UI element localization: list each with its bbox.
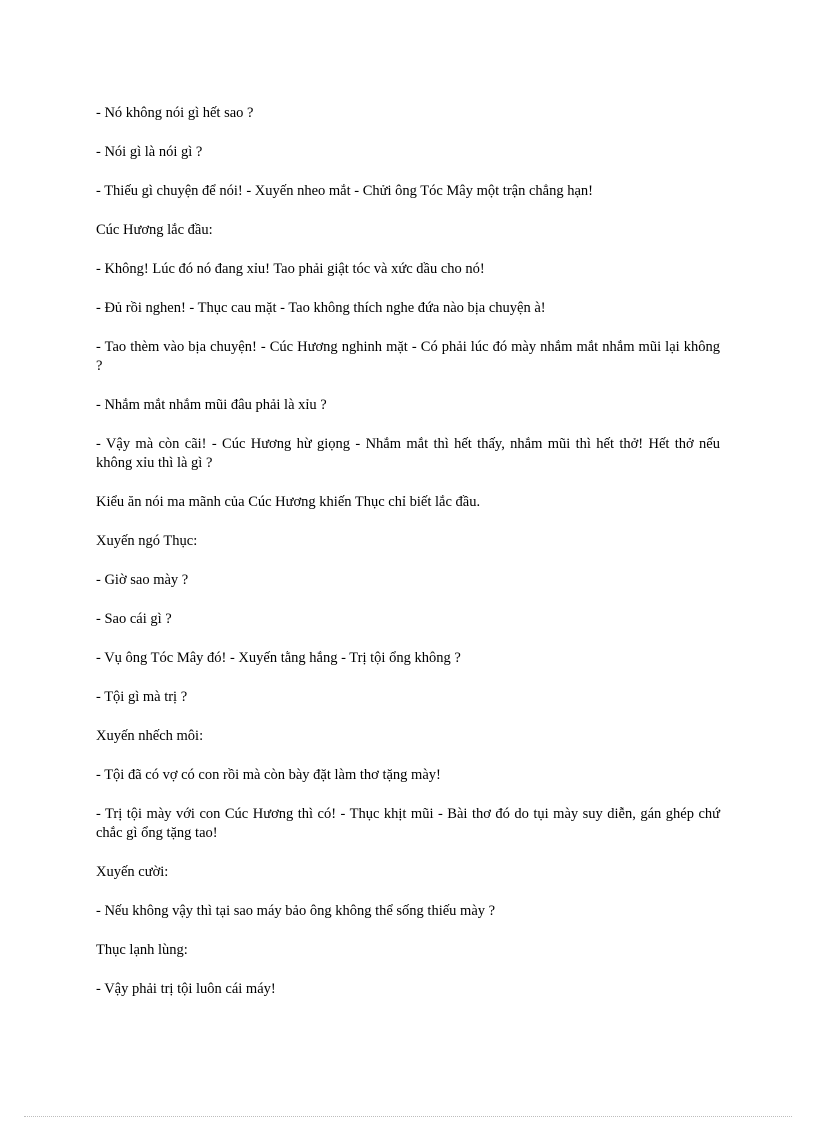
paragraph: - Vụ ông Tóc Mây đó! - Xuyến tằng hắng - Trị tội ổng không ?	[96, 650, 461, 666]
paragraph: Xuyến nhếch môi:	[96, 728, 204, 744]
paragraph: Thục lạnh lùng:	[96, 942, 188, 958]
paragraph: - Tội đã có vợ có con rồi mà còn bày đặt làm thơ tặng mày!	[96, 767, 441, 783]
paragraph: - Nó không nói gì hết sao ?	[96, 105, 254, 121]
paragraph: - Trị tội mày với con Cúc Hương thì có! - Thục khịt mũi - Bài thơ đó do tụi mày suy diễn, gán ghép chứ chắc gì ổng tặng tao!	[96, 806, 720, 841]
paragraph: Xuyến cười:	[96, 864, 169, 880]
paragraph: - Tội gì mà trị ?	[96, 689, 188, 705]
paragraph: - Thiếu gì chuyện để nói! - Xuyến nheo mắt - Chửi ông Tóc Mây một trận chẳng hạn!	[96, 183, 593, 199]
paragraph: - Không! Lúc đó nó đang xỉu! Tao phải giật tóc và xức dầu cho nó!	[96, 261, 485, 277]
page-bottom-divider	[24, 1116, 792, 1117]
paragraph: - Đủ rồi nghen! - Thục cau mặt - Tao không thích nghe đứa nào bịa chuyện à!	[96, 300, 546, 316]
paragraph: Cúc Hương lắc đầu:	[96, 222, 213, 238]
paragraph: - Tao thèm vào bịa chuyện! - Cúc Hương nghinh mặt - Có phải lúc đó mày nhắm mắt nhắm mũi lại không ?	[96, 339, 720, 374]
paragraph: - Sao cái gì ?	[96, 611, 172, 627]
paragraph: - Vậy phải trị tội luôn cái máy!	[96, 981, 276, 997]
paragraph: - Vậy mà còn cãi! - Cúc Hương hừ giọng - Nhắm mắt thì hết thấy, nhắm mũi thì hết thở! Hết thở nếu không xỉu thì là gì ?	[96, 436, 720, 471]
paragraph: - Nếu không vậy thì tại sao máy bảo ông không thể sống thiếu mày ?	[96, 903, 496, 919]
paragraph: - Nhắm mắt nhắm mũi đâu phải là xỉu ?	[96, 397, 327, 413]
paragraph: - Nói gì là nói gì ?	[96, 144, 203, 160]
paragraph: Xuyến ngó Thục:	[96, 533, 198, 549]
paragraph: - Giờ sao mày ?	[96, 572, 189, 588]
paragraph: Kiểu ăn nói ma mãnh của Cúc Hương khiến Thục chỉ biết lắc đầu.	[96, 494, 481, 510]
document-body	[96, 104, 720, 1019]
